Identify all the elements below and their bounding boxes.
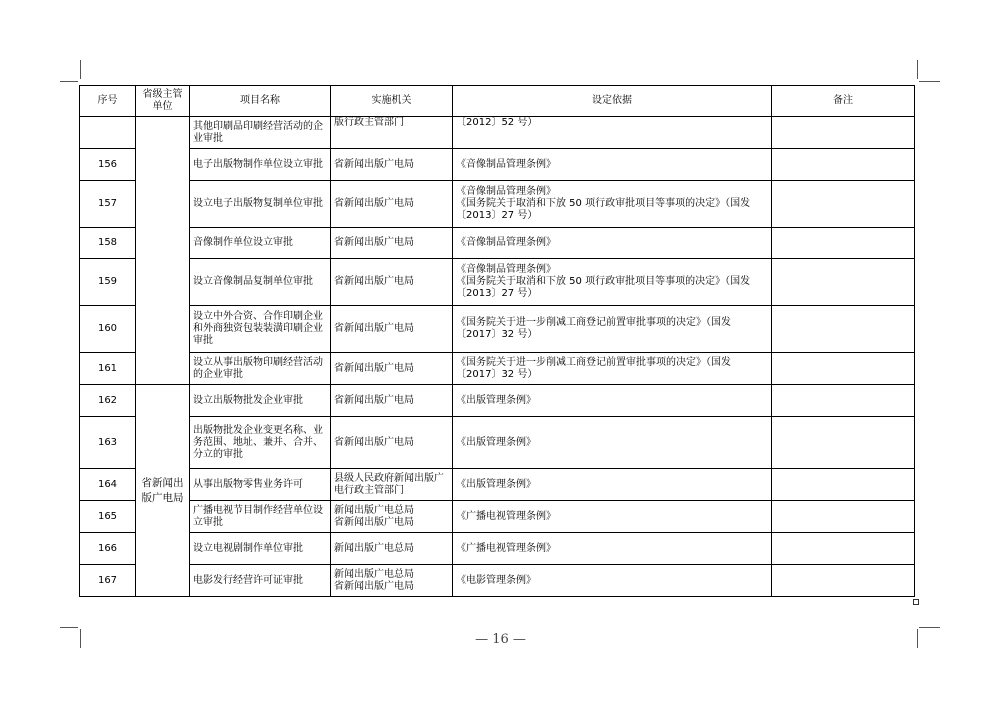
- header-remark: 备注: [772, 86, 915, 117]
- row-no: 167: [80, 565, 136, 597]
- row-basis: [453, 149, 772, 181]
- org-line: 省新闻出版广电局: [334, 276, 414, 287]
- row-no: 159: [80, 259, 136, 306]
- row-org: [331, 259, 453, 306]
- header-name: 项目名称: [190, 86, 331, 117]
- row-basis: [453, 533, 772, 565]
- row-name: 电影发行经营许可证审批: [190, 565, 331, 597]
- row-remark: [772, 385, 915, 417]
- table-row: [80, 533, 915, 565]
- basis-line: 《国务院关于进一步削减工商登记前置审批事项的决定》（国发〔2017〕32 号）: [456, 317, 731, 340]
- row-name: 音像制作单位设立审批: [190, 228, 331, 259]
- page-number: — 16 —: [475, 632, 526, 647]
- header-dept: 省级主管单位: [136, 86, 190, 117]
- table-end-marker: [913, 599, 919, 605]
- row-org: [331, 533, 453, 565]
- basis-line: 《出版管理条例》: [456, 478, 536, 490]
- org-line: 省新闻出版广电局: [334, 198, 414, 209]
- basis-line: 《国务院关于取消和下放 50 项行政审批项目等事项的决定》（国发〔2013〕27 号）: [456, 276, 751, 299]
- row-basis: [453, 353, 772, 385]
- row-remark: [772, 417, 915, 469]
- row-remark: [772, 353, 915, 385]
- row-no: 163: [80, 417, 136, 469]
- crop-mark: [80, 60, 81, 79]
- table-row: [80, 469, 915, 501]
- row-basis: [453, 181, 772, 228]
- row-remark: [772, 469, 915, 501]
- table-row: [80, 259, 915, 306]
- crop-mark: [919, 627, 940, 628]
- basis-line: 《音像制品管理条例》: [456, 237, 556, 248]
- row-no: 156: [80, 149, 136, 181]
- org-line: 新闻出版广电总局: [334, 504, 414, 516]
- org-line: 省新闻出版广电局: [334, 237, 414, 248]
- row-org: [331, 228, 453, 259]
- table-row: [80, 228, 915, 259]
- basis-line: 《音像制品管理条例》: [456, 186, 556, 197]
- row-remark: [772, 259, 915, 306]
- row-remark: [772, 306, 915, 353]
- row-remark: [772, 181, 915, 228]
- row-org: [331, 181, 453, 228]
- row-name: 出版物批发企业变更名称、业务范围、地址、兼并、合并、分立的审批: [190, 417, 331, 469]
- crop-mark: [917, 60, 918, 79]
- row-org: [331, 306, 453, 353]
- basis-line: 《出版管理条例》: [456, 436, 536, 448]
- basis-line: 《电影管理条例》: [456, 574, 536, 586]
- row-name: 从事出版物零售业务许可: [190, 469, 331, 501]
- org-line: 省新闻出版广电局: [334, 158, 414, 170]
- row-basis: [453, 385, 772, 417]
- header-row: [80, 86, 915, 117]
- row-org: 县级人民政府新闻出版广电行政主管部门: [331, 469, 453, 501]
- org-line: 省新闻出版广电局: [334, 436, 414, 448]
- row-name: 广播电视节目制作经营单位设立审批: [190, 501, 331, 533]
- row-basis: [453, 417, 772, 469]
- basis-line: 《广播电视管理条例》: [456, 510, 556, 522]
- org-line: 省新闻出版广电局: [334, 394, 414, 406]
- row-basis: [453, 565, 772, 597]
- row-org: [331, 353, 453, 385]
- row-basis: [453, 469, 772, 501]
- row-org: [331, 501, 453, 533]
- basis-line: 《国务院关于进一步削减工商登记前置审批事项的决定》（国发〔2017〕32 号）: [456, 356, 731, 380]
- org-line: 省新闻出版广电局: [334, 516, 414, 528]
- row-org: [331, 417, 453, 469]
- row-no: 165: [80, 501, 136, 533]
- row-name: 设立从事出版物印刷经营活动的企业审批: [190, 353, 331, 385]
- row-org: [331, 117, 453, 149]
- row-no: 157: [80, 181, 136, 228]
- table-row: [80, 306, 915, 353]
- org-line: 新闻出版广电总局: [334, 542, 414, 554]
- table-row: [80, 117, 915, 149]
- table-row: [80, 417, 915, 469]
- row-remark: [772, 565, 915, 597]
- crop-mark: [60, 627, 78, 628]
- row-name: 设立出版物批发企业审批: [190, 385, 331, 417]
- org-line: 版行政主管部门: [334, 117, 404, 128]
- approval-items-table: [79, 85, 915, 597]
- row-basis: [453, 228, 772, 259]
- header-org: 实施机关: [331, 86, 453, 117]
- crop-mark: [60, 81, 78, 82]
- row-remark: [772, 533, 915, 565]
- row-name: 设立电视剧制作单位审批: [190, 533, 331, 565]
- table-row: [80, 181, 915, 228]
- row-name: 电子出版物制作单位设立审批: [190, 149, 331, 181]
- org-line: 省新闻出版广电局: [334, 580, 414, 592]
- table-row: [80, 353, 915, 385]
- row-name: 设立电子出版物复制单位审批: [190, 181, 331, 228]
- row-org: [331, 565, 453, 597]
- table-row: [80, 385, 915, 417]
- org-line: 省新闻出版广电局: [334, 323, 414, 334]
- basis-line: 《音像制品管理条例》: [456, 264, 556, 275]
- header-no: 序号: [80, 86, 136, 117]
- table-row: [80, 149, 915, 181]
- org-line: 新闻出版广电总局: [334, 568, 414, 580]
- row-no: 158: [80, 228, 136, 259]
- basis-line: 《广播电视管理条例》: [456, 542, 556, 554]
- row-no: 161: [80, 353, 136, 385]
- table-row: [80, 501, 915, 533]
- row-remark: [772, 501, 915, 533]
- basis-line: 《国务院关于取消和下放 50 项行政审批项目等事项的决定》（国发〔2013〕27 号）: [456, 198, 751, 221]
- row-remark: [772, 117, 915, 149]
- row-basis: [453, 501, 772, 533]
- row-no: 166: [80, 533, 136, 565]
- row-basis: [453, 306, 772, 353]
- row-basis: [453, 117, 772, 149]
- row-org: [331, 149, 453, 181]
- basis-line: 〔2012〕52 号）: [456, 117, 538, 128]
- row-no: 162: [80, 385, 136, 417]
- row-name: 其他印刷品印刷经营活动的企业审批: [190, 117, 331, 149]
- row-basis: [453, 259, 772, 306]
- basis-line: 《出版管理条例》: [456, 394, 536, 406]
- row-name: 设立中外合资、合作印刷企业和外商独资包装装潢印刷企业审批: [190, 306, 331, 353]
- row-remark: [772, 149, 915, 181]
- org-line: 省新闻出版广电局: [334, 362, 414, 374]
- header-basis: 设定依据: [453, 86, 772, 117]
- row-org: [331, 385, 453, 417]
- row-no: 160: [80, 306, 136, 353]
- crop-mark: [919, 81, 940, 82]
- dept-cell: 省新闻出版广电局: [136, 385, 190, 597]
- dept-cell-empty: [136, 117, 190, 385]
- row-no: [80, 117, 136, 149]
- table-row: [80, 565, 915, 597]
- row-remark: [772, 228, 915, 259]
- row-name: 设立音像制品复制单位审批: [190, 259, 331, 306]
- basis-line: 《音像制品管理条例》: [456, 158, 556, 170]
- row-no: 164: [80, 469, 136, 501]
